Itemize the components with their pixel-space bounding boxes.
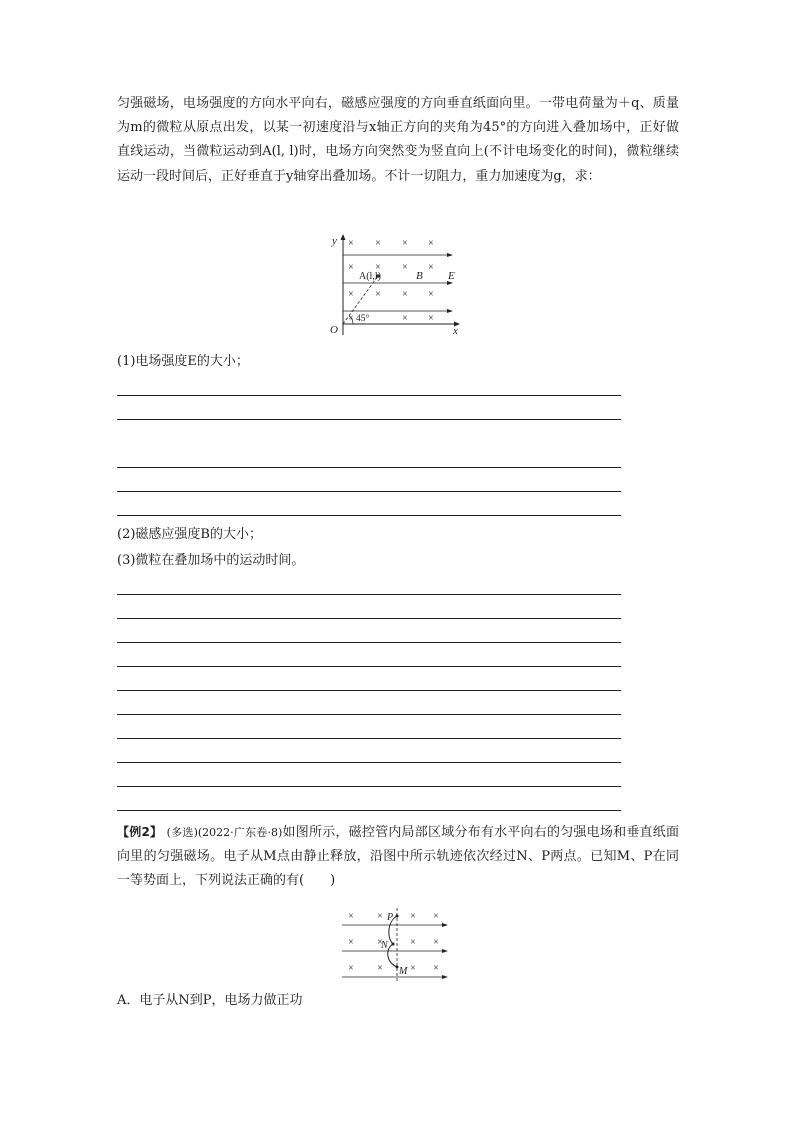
answer-line <box>117 419 621 420</box>
answer-line <box>117 515 621 516</box>
figure-1 <box>326 232 466 338</box>
cross-mark: × <box>410 937 416 948</box>
answer-line <box>117 738 621 739</box>
cross-mark: × <box>348 911 354 922</box>
angle-label: 45° <box>356 314 370 324</box>
cross-mark: × <box>377 911 383 922</box>
cross-mark: × <box>348 313 354 324</box>
answer-line <box>117 666 621 667</box>
question-2: (2)磁感应强度B的大小； <box>117 527 262 542</box>
cross-mark: × <box>433 937 439 948</box>
example-label: 【例2】 <box>117 825 163 839</box>
example-2-text <box>117 820 679 894</box>
answer-line <box>117 467 621 468</box>
y-axis-label: y <box>332 235 337 247</box>
p-label: P <box>387 912 394 923</box>
n-label: N <box>381 940 388 951</box>
example-body: 如图所示，磁控管内局部区域分布有水平向右的匀强电场和垂直纸面向里的匀强磁场。电子从M点由静止释放，沿图中所示轨迹依次经过N、P两点。已知M、P在同一等势面上，下列说法正确的有( ) <box>117 825 679 889</box>
cross-mark: × <box>402 313 408 324</box>
e-label: E <box>448 270 455 282</box>
cross-mark: × <box>428 262 434 273</box>
answer-line <box>117 642 621 643</box>
cross-mark: × <box>348 963 354 974</box>
x-axis-label: x <box>453 325 458 337</box>
cross-mark: × <box>402 289 408 300</box>
point-a-label: A(l,l) <box>359 271 381 282</box>
answer-line <box>117 762 621 763</box>
answer-line <box>117 491 621 492</box>
question-3: (3)微粒在叠加场中的运动时间。 <box>117 553 305 568</box>
cross-mark: × <box>375 238 381 249</box>
answer-line <box>117 690 621 691</box>
cross-mark: × <box>348 238 354 249</box>
cross-mark: × <box>428 313 434 324</box>
cross-mark: × <box>402 262 408 273</box>
cross-mark: × <box>433 911 439 922</box>
problem-intro: 匀强磁场，电场强度的方向水平向右，磁感应强度的方向垂直纸面向里。一带电荷量为＋q、质量为m的微粒从原点出发，以某一初速度沿与x轴正方向的夹角为45°的方向进入叠加场中，正好做直线运动，当微粒运动到A(l, l)时，电场方向突然变为竖直向上(不计电场变化的时间)，微粒继续运动一段时间后，正好垂直于y轴穿出叠加场。不计一切阻力，重力加速度为g，求： <box>117 96 679 184</box>
answer-line <box>117 594 621 595</box>
m-label: M <box>399 966 408 977</box>
example-source-tag: (多选)(2022·广东卷·8) <box>166 826 283 839</box>
cross-mark: × <box>377 963 383 974</box>
cross-mark: × <box>410 911 416 922</box>
cross-mark: × <box>410 963 416 974</box>
cross-mark: × <box>348 937 354 948</box>
cross-mark: × <box>377 937 383 948</box>
cross-mark: × <box>348 262 354 273</box>
cross-mark: × <box>433 963 439 974</box>
cross-mark: × <box>375 262 381 273</box>
origin-label: O <box>330 324 338 336</box>
question-1: (1)电场强度E的大小； <box>117 354 249 369</box>
cross-mark: × <box>402 238 408 249</box>
answer-line <box>117 786 621 787</box>
answer-line <box>117 618 621 619</box>
cross-mark: × <box>375 289 381 300</box>
cross-mark: × <box>428 289 434 300</box>
option-a: A．电子从N到P，电场力做正功 <box>117 993 303 1008</box>
answer-line <box>117 395 621 396</box>
cross-mark: × <box>348 289 354 300</box>
answer-line <box>117 714 621 715</box>
b-label: B <box>416 270 423 282</box>
answer-line <box>117 810 621 811</box>
cross-mark: × <box>428 238 434 249</box>
figure-2 <box>340 904 452 984</box>
